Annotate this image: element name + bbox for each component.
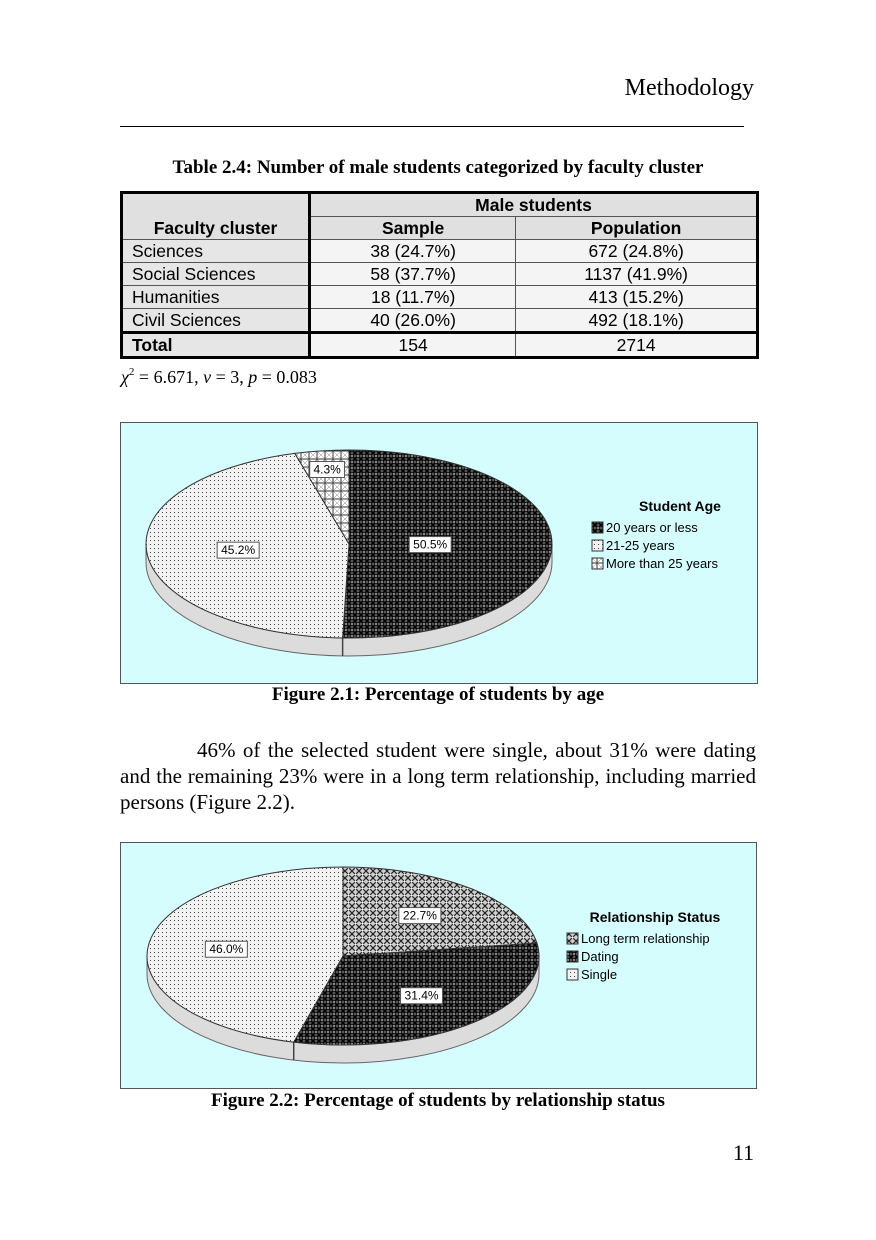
table-caption: Table 2.4: Number of male students categorized by faculty cluster	[172, 157, 704, 178]
table-row	[122, 286, 758, 309]
pie-label	[401, 988, 443, 1004]
running-head: Methodology	[624, 75, 754, 101]
relationship-pie-chart	[120, 842, 757, 1089]
cell-faculty: Sciences	[122, 240, 310, 263]
header-sample: Sample	[310, 217, 516, 240]
figure-2-caption: Figure 2.2: Percentage of students by relationship status	[211, 1090, 665, 1111]
legend	[567, 909, 721, 982]
legend-label: More than 25 years	[606, 556, 719, 571]
table-total-row	[122, 333, 758, 358]
p-symbol: p	[248, 367, 258, 387]
cell-sample: 18 (11.7%)	[310, 286, 516, 309]
pie-label-text: 46.0%	[209, 942, 244, 957]
df-value: = 3,	[211, 367, 249, 387]
legend-label: 20 years or less	[606, 520, 698, 535]
faculty-table	[120, 191, 759, 359]
cell-population: 1137 (41.9%)	[516, 263, 758, 286]
pie-label-text: 50.5%	[413, 537, 448, 552]
cell-total-label: Total	[122, 333, 310, 358]
legend-swatch	[592, 540, 603, 551]
relationship-pie-svg	[121, 843, 756, 1088]
df-symbol: v	[203, 367, 212, 387]
body-paragraph: 46% of the selected student were single, about 31% were dating and the remaining 23% were in a long term relationship, including married persons (Figure 2.2).	[120, 738, 756, 814]
legend-item	[592, 538, 675, 553]
pie-label-text: 22.7%	[402, 908, 437, 923]
legend-item	[592, 520, 698, 535]
legend-swatch	[567, 969, 578, 980]
pie-label	[409, 537, 451, 553]
pie-label-text: 45.2%	[221, 543, 256, 558]
cell-population: 672 (24.8%)	[516, 240, 758, 263]
legend-item	[567, 967, 617, 982]
header-population: Population	[516, 217, 758, 240]
legend-title: Relationship Status	[589, 909, 721, 925]
cell-faculty: Humanities	[122, 286, 310, 309]
table-row	[122, 263, 758, 286]
p-value: = 0.083	[257, 367, 317, 387]
legend-title: Student Age	[639, 498, 721, 514]
age-pie-chart	[120, 422, 758, 684]
pie-label	[310, 461, 345, 477]
legend-item	[567, 949, 619, 964]
chi-value: = 6.671,	[134, 367, 204, 387]
cell-total-sample: 154	[310, 333, 516, 358]
legend-swatch	[592, 558, 603, 569]
pie-label	[217, 542, 259, 558]
table-header-row-1	[122, 193, 758, 217]
chi-exponent: 2	[128, 366, 135, 378]
pie-label	[205, 941, 247, 957]
age-pie-svg	[121, 423, 757, 683]
cell-faculty: Civil Sciences	[122, 309, 310, 333]
cell-total-population: 2714	[516, 333, 758, 358]
header-faculty-cluster: Faculty cluster	[122, 193, 310, 240]
legend-swatch	[567, 933, 578, 944]
pie-label-text: 31.4%	[404, 988, 439, 1003]
legend-swatch	[592, 522, 603, 533]
cell-sample: 38 (24.7%)	[310, 240, 516, 263]
chi-square-statistic	[121, 366, 317, 388]
legend-label: Single	[581, 967, 618, 982]
page-number: 11	[732, 1140, 754, 1165]
legend-item	[592, 556, 719, 571]
figure-1-caption: Figure 2.1: Percentage of students by age	[271, 684, 605, 705]
header-rule	[120, 126, 744, 127]
pie-label-text: 4.3%	[313, 462, 341, 477]
cell-population: 413 (15.2%)	[516, 286, 758, 309]
legend-label: Dating	[581, 949, 619, 964]
table-row	[122, 240, 758, 263]
legend-item	[567, 931, 710, 946]
chi-symbol: χ	[121, 367, 129, 387]
cell-faculty: Social Sciences	[122, 263, 310, 286]
pie-label	[399, 908, 441, 924]
cell-sample: 58 (37.7%)	[310, 263, 516, 286]
cell-population: 492 (18.1%)	[516, 309, 758, 333]
legend	[592, 498, 721, 571]
legend-label: Long term relationship	[581, 931, 710, 946]
table-row	[122, 309, 758, 333]
cell-sample: 40 (26.0%)	[310, 309, 516, 333]
header-male-students: Male students	[310, 193, 758, 217]
legend-swatch	[567, 951, 578, 962]
legend-label: 21-25 years	[606, 538, 675, 553]
